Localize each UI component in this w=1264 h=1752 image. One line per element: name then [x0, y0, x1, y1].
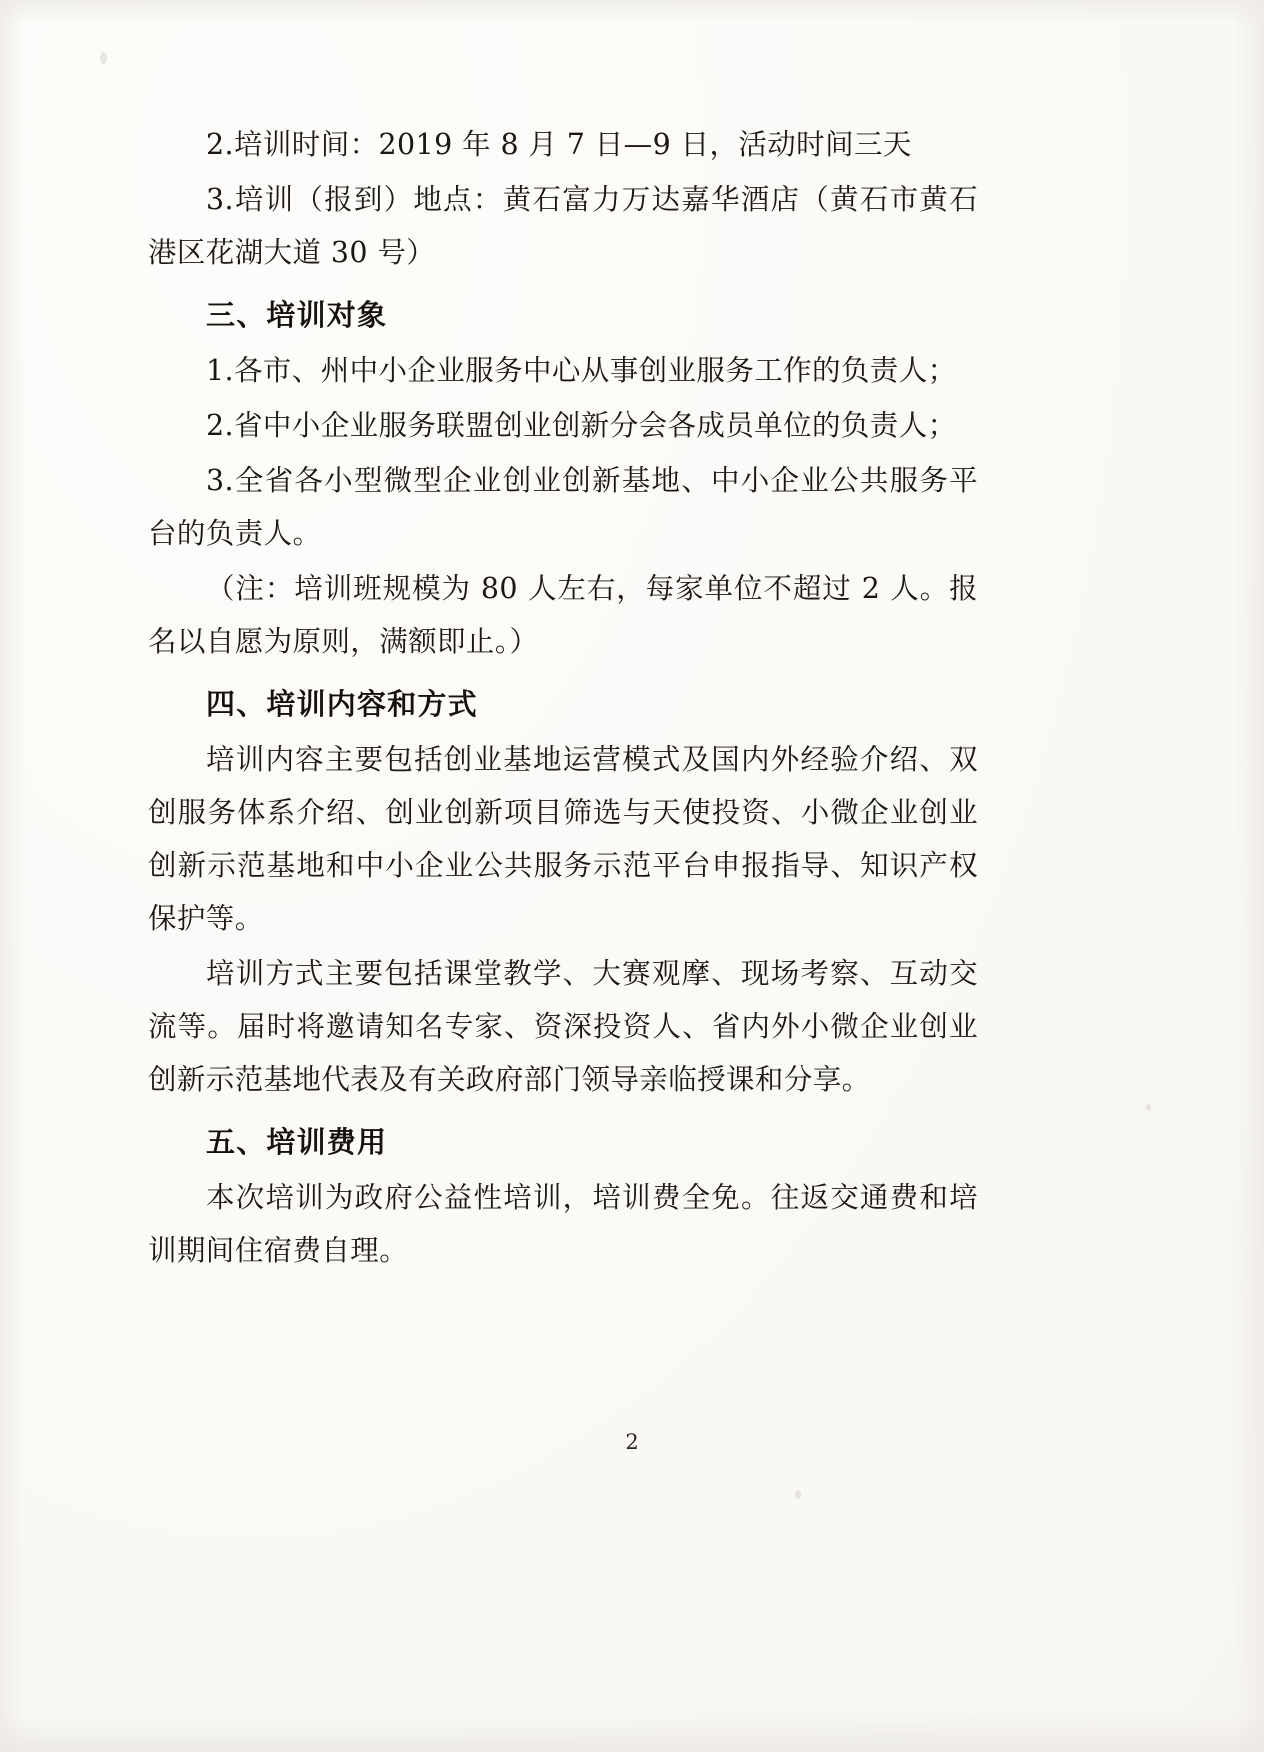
scan-speck: [100, 52, 107, 64]
item-training-time: 2.培训时间：2019 年 8 月 7 日—9 日，活动时间三天: [206, 128, 912, 161]
heading-training-audience: 三、培训对象: [206, 298, 388, 332]
audience-note: （注：培训班规模为 80 人左右，每家单位不超过 2 人。报名以自愿为原则，满额即止。）: [148, 572, 978, 658]
scan-edge-bottom: [0, 1712, 1264, 1752]
content-paragraph-1: 培训内容主要包括创业基地运营模式及国内外经验介绍、双创服务体系介绍、创业创新项目筛选与天使投资、小微企业创业创新示范基地和中小企业公共服务示范平台申报指导、知识产权保护等。: [148, 743, 978, 935]
page-number: 2: [625, 1430, 639, 1454]
audience-item-1: 1.各市、州中小企业服务中心从事创业服务工作的负责人；: [206, 354, 957, 387]
content-paragraph-2: 培训方式主要包括课堂教学、大赛观摩、现场考察、互动交流等。届时将邀请知名专家、资深投资人、省内外小微企业创业创新示范基地代表及有关政府部门领导亲临授课和分享。: [148, 957, 978, 1096]
scan-speck: [795, 1490, 801, 1499]
document-body: [148, 118, 978, 1279]
audience-item-3: 3.全省各小型微型企业创业创新基地、中小企业公共服务平台的负责人。: [148, 464, 978, 550]
scan-edge-top: [0, 0, 1264, 24]
fee-paragraph: 本次培训为政府公益性培训，培训费全免。往返交通费和培训期间住宿费自理。: [148, 1181, 978, 1267]
scan-edge-right: [1234, 0, 1264, 1752]
scan-edge-left: [0, 0, 26, 1752]
heading-training-fee: 五、培训费用: [206, 1125, 388, 1159]
scan-speck: [1146, 1104, 1151, 1111]
audience-item-2: 2.省中小企业服务联盟创业创新分会各成员单位的负责人；: [206, 409, 957, 442]
item-training-location: 3.培训（报到）地点：黄石富力万达嘉华酒店（黄石市黄石港区花湖大道 30 号）: [148, 183, 978, 269]
heading-training-content: 四、培训内容和方式: [206, 687, 478, 721]
